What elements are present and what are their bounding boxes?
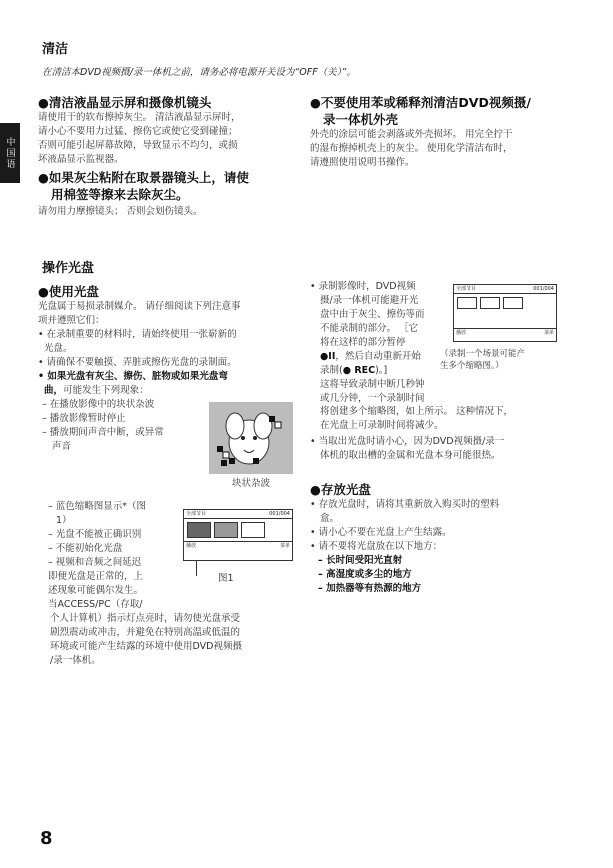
symptom-item: – 播放期间声音中断，或异常 xyxy=(42,427,164,438)
tail-line: 当ACCESS/PC（存取/ xyxy=(48,599,143,610)
using-intro: 光盘属于易损录制媒介。 请仔细阅读下列注意事 xyxy=(38,301,241,312)
using-intro: 项并遵照它们： xyxy=(38,315,105,326)
tail-line: 述现象可能偶尔发生。 xyxy=(48,585,144,596)
using-bullet: • 请确保不要触摸、弄脏或擦伤光盘的录制面。 xyxy=(38,357,237,368)
screen-header: 全部节目 001/004 xyxy=(186,511,290,517)
storing-block: ●存放光盘 • 存放光盘时，请将其重新放入购买时的塑料 盒。 • 请小心不要在光盘上产生结露。 • 请不要将光盘放在以下地方： – 长时间受阳光直射 – 高湿度或多尘的地方 – 加热器等有热源的地方 xyxy=(310,481,595,596)
lcd-line: 请小心不要用力过猛、擦伤它或使它受到碰撞； xyxy=(38,126,238,137)
using-bold-bullet-cont: 曲，可能发生下列现象： xyxy=(44,385,149,396)
figure1-pointer xyxy=(196,560,197,576)
pause-symbol: ●II xyxy=(320,351,336,362)
symptom-item: – 不能初始化光盘 xyxy=(48,543,123,554)
benzene-line: 请遵照使用说明书操作。 xyxy=(310,157,415,168)
noise-caption: 块状杂波 xyxy=(232,478,271,489)
storing-place: – 高湿度或多尘的地方 xyxy=(318,569,412,580)
symptom-item-cont: 1） xyxy=(56,515,72,526)
thumbnail xyxy=(457,297,477,309)
symptom-item: – 蓝色缩略图显示*（图 xyxy=(48,501,147,512)
viewfinder-heading: ●如果灰尘粘附在取景器镜头上，请使 用棉签等擦来去除灰尘。 xyxy=(38,170,249,202)
using-bullet: • 在录制重要的材料时，请始终使用一张崭新的 xyxy=(38,329,237,340)
block-noise-illustration xyxy=(209,402,293,474)
lcd-line: 坏液晶显示监视器。 xyxy=(38,154,124,165)
blue-thumbnail xyxy=(187,522,211,538)
symptom-item: – 光盘不能被正确识别 xyxy=(48,529,142,540)
lcd-line: 否则可能引起屏幕故障，导致显示不均匀，或损 xyxy=(38,140,238,151)
figure1-label: 图1 xyxy=(218,573,234,584)
benzene-heading: ●不要使用苯或稀释剂清洁DVD视频摄/ 录一体机外壳 xyxy=(310,95,531,127)
removing-block: • 当取出光盘时请小心，因为DVD视频摄/录一 体机的取出槽的金属和光盘本身可能很热。 xyxy=(310,436,505,461)
cleaning-note: 在清洁本DVD视频摄/录一体机之前，请务必将电源开关设为“OFF（关）”。 xyxy=(42,67,356,78)
screen-caption: （录制一个场景可能产 生多个缩略图。） xyxy=(440,349,526,371)
operating-title: 操作光盘 xyxy=(42,261,95,276)
recording-block: • 录制影像时，DVD视频 摄/录一体机可能避开光 盘中由于灰尘、擦伤等而 不能录制的部分。 ［它 将在这样的部分暂停 ●II，然后自动重新开始 录制(● REC)。] 这将导致录制中断几秒钟 或几分钟，一个录制时间 xyxy=(310,280,442,406)
tail-line: 即便光盘是正常的，上 xyxy=(48,571,144,582)
lcd-heading: ●清洁液晶显示屏和摄像机镜头 xyxy=(38,95,212,110)
more-symptoms xyxy=(48,500,174,612)
lcd-line: 请使用干的软布擦掉灰尘。 清洁液晶显示屏时， xyxy=(38,112,241,123)
using-bold-bullet: • 如果光盘有灰尘、擦伤、脏物或如果光盘弯 xyxy=(38,371,228,382)
symptom-item: – 播放影像暂时停止 xyxy=(42,413,126,424)
recording-block-wide: 将创建多个缩略图，如上所示。 这种情况下， 在光盘上可录制时间将减少。 xyxy=(320,406,514,431)
lcd-cleaning-block xyxy=(38,94,294,219)
storing-heading: ●存放光盘 xyxy=(310,482,371,497)
rec-symbol: ● REC xyxy=(342,365,376,376)
using-bullet-cont: 光盘。 xyxy=(44,343,73,354)
storing-place: – 加热器等有热源的地方 xyxy=(318,583,422,594)
storing-place: – 长时间受阳光直射 xyxy=(318,555,403,566)
thumbnail xyxy=(241,522,265,538)
viewfinder-body: 请勿用力摩擦镜头； 否则会划伤镜头。 xyxy=(38,206,203,217)
symptom-item-cont: 声音 xyxy=(52,441,72,452)
recording-line: • 录制影像时，DVD视频 xyxy=(310,281,416,292)
figure1-screen xyxy=(183,509,293,561)
multi-thumbnail-screen: 全部节目 001/004 播放 菜单 xyxy=(453,284,557,342)
language-side-tab: 中国语 xyxy=(0,123,20,183)
screen-footer: 播放 菜单 xyxy=(186,543,290,549)
using-heading: ●使用光盘 xyxy=(38,284,99,299)
thumbnail xyxy=(503,297,523,309)
benzene-line: 的湿布擦掉机壳上的灰尘。 使用化学清洁布时， xyxy=(310,143,513,154)
thumbnail xyxy=(480,297,500,309)
symptom-item: – 在播放影像中的块状杂波 xyxy=(42,399,155,410)
access-paragraph: 个人计算机）指示灯点亮时，请勿使光盘承受 剧烈震动或冲击，并避免在特别高温或低温的 环境或可能产生结露的环境中使用DVD视频摄 /录一体机。 xyxy=(50,613,242,666)
cleaning-title: 清洁 xyxy=(42,42,69,57)
page-number: 8 xyxy=(40,828,53,849)
benzene-line: 外壳的涂层可能会剥落或外壳损坏。 用完全拧干 xyxy=(310,129,513,140)
thumbnail xyxy=(214,522,238,538)
symptom-item: – 视频和音频之间延迟 xyxy=(48,557,142,568)
benzene-block xyxy=(310,94,590,170)
